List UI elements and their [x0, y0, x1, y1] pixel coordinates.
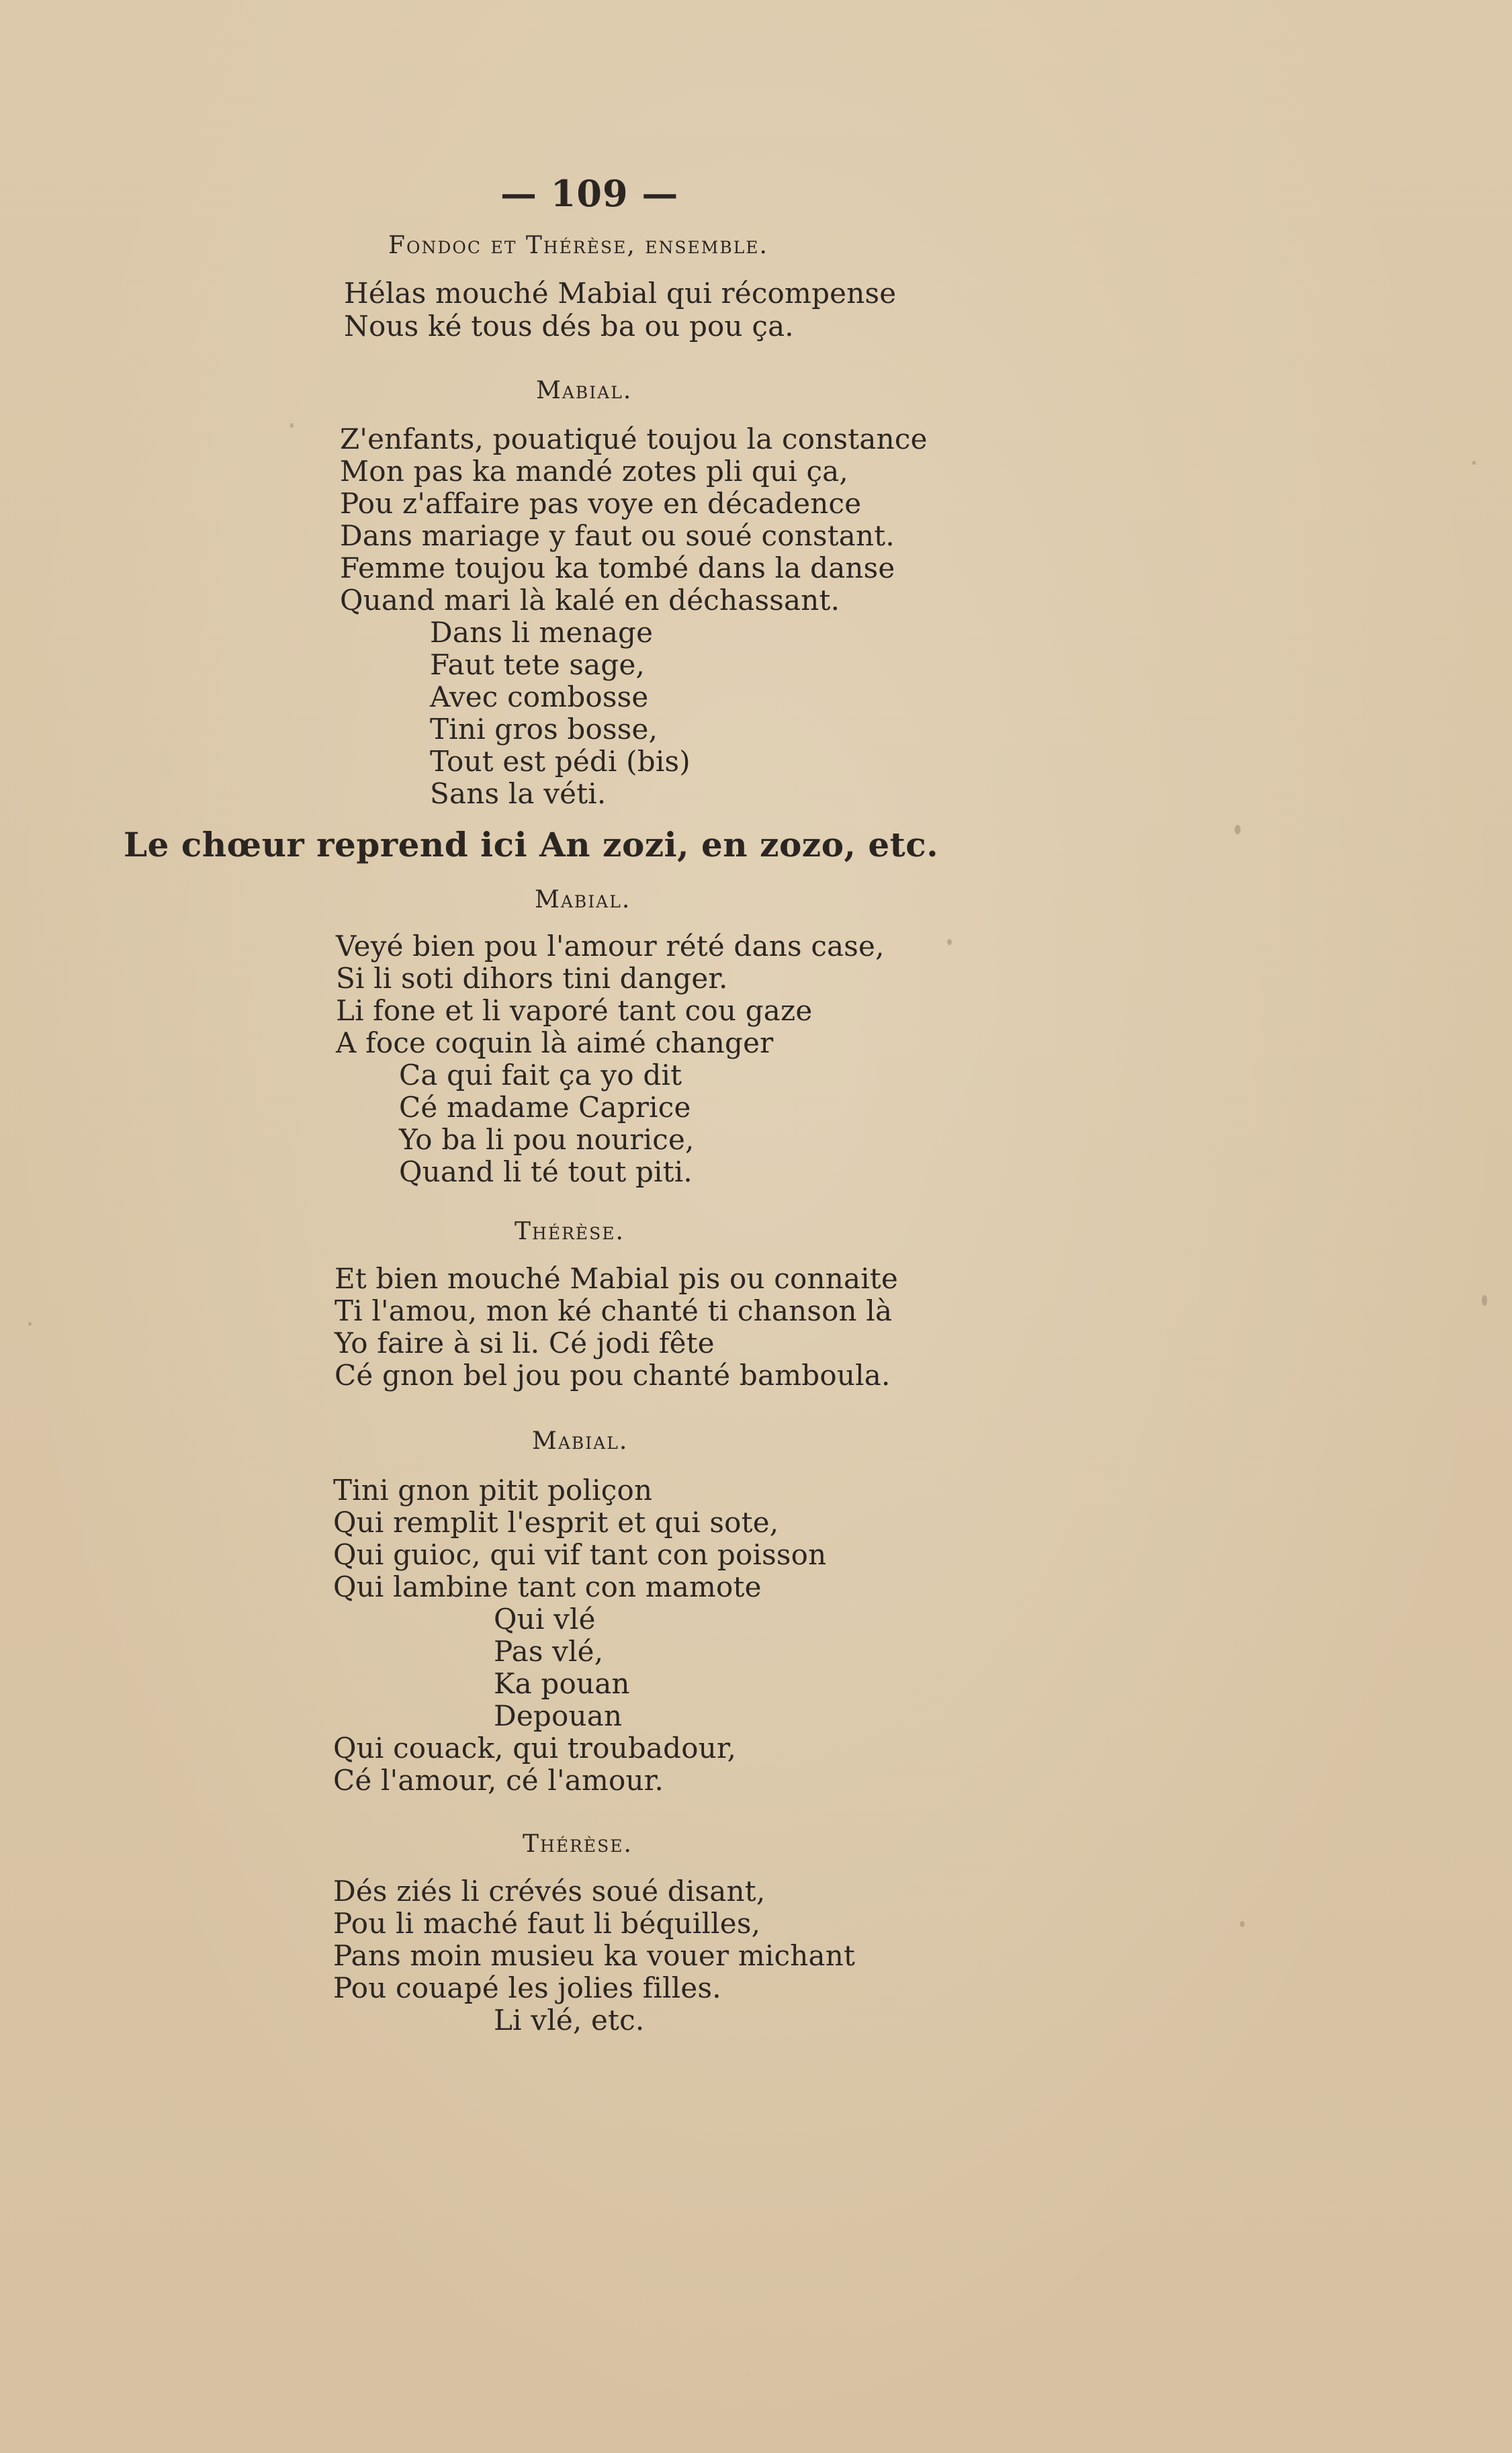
verse-line: Cé madame Caprice [399, 1091, 691, 1124]
verse-line: Qui lambine tant con mamote [333, 1570, 762, 1603]
page-number: — 109 — [500, 172, 679, 215]
speaker-heading: Fondoc et Thérèse, ensemble. [388, 232, 768, 259]
paper-speck [1235, 825, 1241, 834]
verse-line: Depouan [494, 1699, 623, 1732]
verse-line: Qui remplit l'esprit et qui sote, [333, 1506, 779, 1539]
paper-speck [1472, 461, 1476, 465]
verse-line: Li vlé, etc. [494, 2004, 645, 2037]
verse-line: Quand mari là kalé en déchassant. [340, 584, 840, 617]
verse-line: Mon pas ka mandé zotes pli qui ça, [340, 455, 848, 488]
verse-line: Ti l'amou, mon ké chanté ti chanson là [335, 1294, 893, 1327]
verse-line: Nous ké tous dés ba ou pou ça. [344, 310, 794, 343]
verse-line: Tini gros bosse, [430, 713, 658, 746]
verse-line: Cé gnon bel jou pou chanté bamboula. [335, 1359, 891, 1392]
verse-line: Qui couack, qui troubadour, [333, 1732, 737, 1765]
paper-speck [28, 1322, 32, 1326]
verse-line: Si li soti dihors tini danger. [336, 962, 728, 995]
verse-line: Dans mariage y faut ou soué constant. [340, 519, 895, 552]
paper-speck [1482, 1295, 1487, 1306]
speaker-heading: Thérèse. [515, 1218, 625, 1245]
verse-line: Hélas mouché Mabial qui récompense [344, 277, 897, 310]
speaker-heading: Mabial. [532, 1427, 629, 1455]
verse-line: Faut tete sage, [430, 648, 646, 681]
verse-line: Femme toujou ka tombé dans la danse [340, 551, 895, 584]
verse-line: Li fone et li vaporé tant cou gaze [336, 994, 813, 1027]
verse-line: Qui guioc, qui vif tant con poisson [333, 1538, 827, 1571]
verse-line: Yo ba li pou nourice, [399, 1123, 695, 1156]
verse-line: Dans li menage [430, 616, 654, 649]
verse-line: Dés ziés li crévés soué disant, [333, 1875, 766, 1908]
verse-line: Veyé bien pou l'amour rété dans case, [336, 930, 885, 963]
verse-line: Ka pouan [494, 1667, 630, 1700]
paper-speck [1240, 1921, 1245, 1927]
verse-line: Qui vlé [494, 1603, 596, 1636]
verse-line: A foce coquin là aimé changer [336, 1026, 774, 1059]
verse-line: Pans moin musieu ka vouer michant [333, 1939, 856, 1972]
verse-line: Yo faire à si li. Cé jodi fête [335, 1327, 715, 1359]
verse-line: Quand li té tout piti. [399, 1155, 693, 1188]
paper-speck [947, 939, 952, 945]
verse-line: Pou couapé les jolies filles. [333, 1971, 721, 2004]
verse-line: Tini gnon pitit poliçon [333, 1474, 653, 1507]
speaker-heading: Mabial. [535, 886, 631, 913]
verse-line: Sans la véti. [430, 777, 607, 810]
verse-line: Pas vlé, [494, 1635, 604, 1668]
verse-line: Cé l'amour, cé l'amour. [333, 1764, 664, 1797]
paper-speck [290, 423, 294, 428]
verse-line: Et bien mouché Mabial pis ou connaite [335, 1262, 899, 1295]
verse-line: Avec combosse [430, 680, 649, 713]
chorus-direction: Le chœur reprend ici An zozi, en zozo, etc. [124, 825, 939, 864]
verse-line: Pou li maché faut li béquilles, [333, 1907, 761, 1940]
speaker-heading: Thérèse. [523, 1830, 633, 1858]
verse-line: Ca qui fait ça yo dit [399, 1059, 682, 1091]
speaker-heading: Mabial. [536, 377, 633, 404]
verse-line: Pou z'affaire pas voye en décadence [340, 487, 862, 520]
verse-line: Z'enfants, pouatiqué toujou la constance [340, 422, 928, 455]
verse-line: Tout est pédi (bis) [430, 745, 691, 778]
